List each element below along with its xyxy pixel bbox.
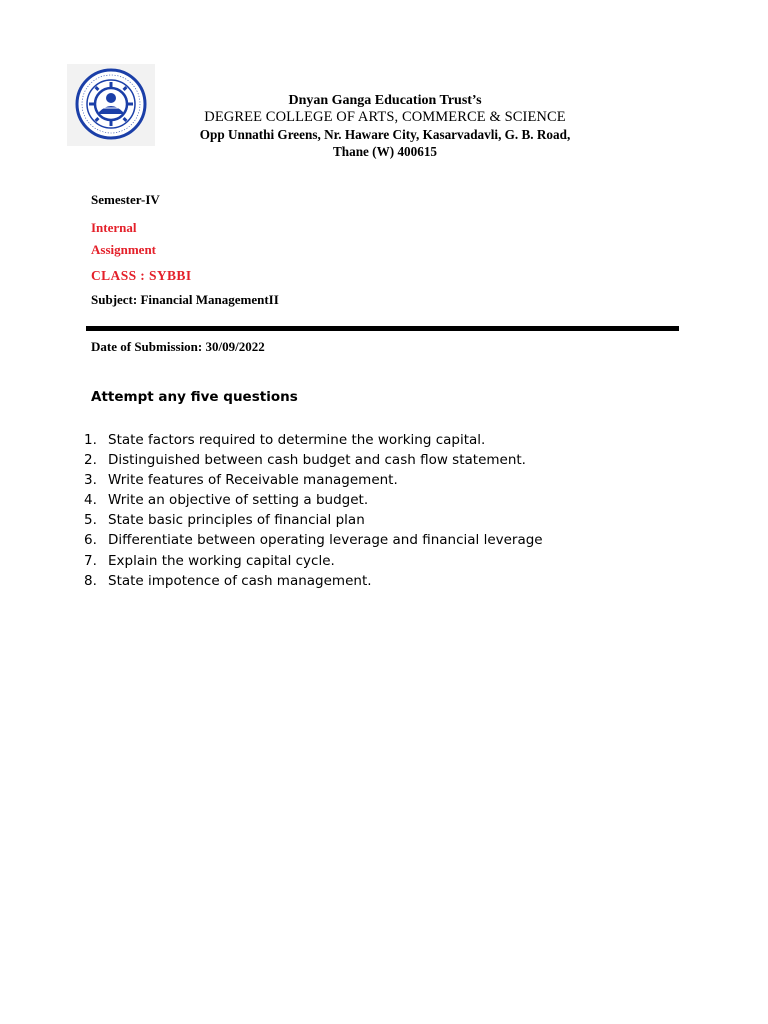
assignment-label: Assignment <box>91 242 157 257</box>
question-item <box>84 530 704 550</box>
question-item <box>84 510 704 530</box>
question-number: 3. <box>84 472 97 489</box>
trust-name: Dnyan Ganga Education Trust’s <box>288 93 482 108</box>
class-label: CLASS : SYBBI <box>91 268 192 283</box>
question-number: 7. <box>84 552 97 569</box>
internal-label: Internal <box>91 220 137 235</box>
question-text: Write features of Receivable management. <box>108 472 398 489</box>
submission-date: Date of Submission: 30/09/2022 <box>91 339 265 354</box>
question-text: Distinguished between cash budget and cash flow statement. <box>108 452 526 469</box>
question-item <box>84 551 704 571</box>
question-item <box>84 450 704 470</box>
document-header <box>170 93 600 160</box>
question-number: 4. <box>84 492 97 509</box>
semester-label: Semester-IV <box>91 192 160 207</box>
question-text: State factors required to determine the working capital. <box>108 432 486 448</box>
question-number: 1. <box>84 432 97 448</box>
horizontal-divider <box>86 326 679 331</box>
question-text: State basic principles of financial plan <box>108 512 365 529</box>
college-address-line2: Thane (W) 400615 <box>332 144 438 159</box>
instruction-heading: Attempt any five questions <box>91 389 298 405</box>
question-item <box>84 490 704 510</box>
question-number: 8. <box>84 572 97 589</box>
question-number: 5. <box>84 512 97 529</box>
question-item <box>84 430 704 450</box>
question-number: 2. <box>84 452 97 469</box>
question-text: Differentiate between operating leverage and financial leverage <box>108 532 543 549</box>
question-text: State impotence of cash management. <box>108 572 372 589</box>
question-item <box>84 470 704 490</box>
college-address-line1: Opp Unnathi Greens, Nr. Haware City, Kasarvadavli, G. B. Road, <box>199 127 571 142</box>
question-text: Explain the working capital cycle. <box>108 552 335 569</box>
college-logo <box>67 64 155 146</box>
question-number: 6. <box>84 532 97 549</box>
college-name: DEGREE COLLEGE OF ARTS, COMMERCE & SCIENCE <box>204 109 566 125</box>
question-item <box>84 571 704 591</box>
subject-label: Subject: Financial ManagementII <box>91 292 279 307</box>
college-seal-icon <box>75 68 147 140</box>
question-list <box>84 430 704 591</box>
question-text: Write an objective of setting a budget. <box>108 492 369 509</box>
